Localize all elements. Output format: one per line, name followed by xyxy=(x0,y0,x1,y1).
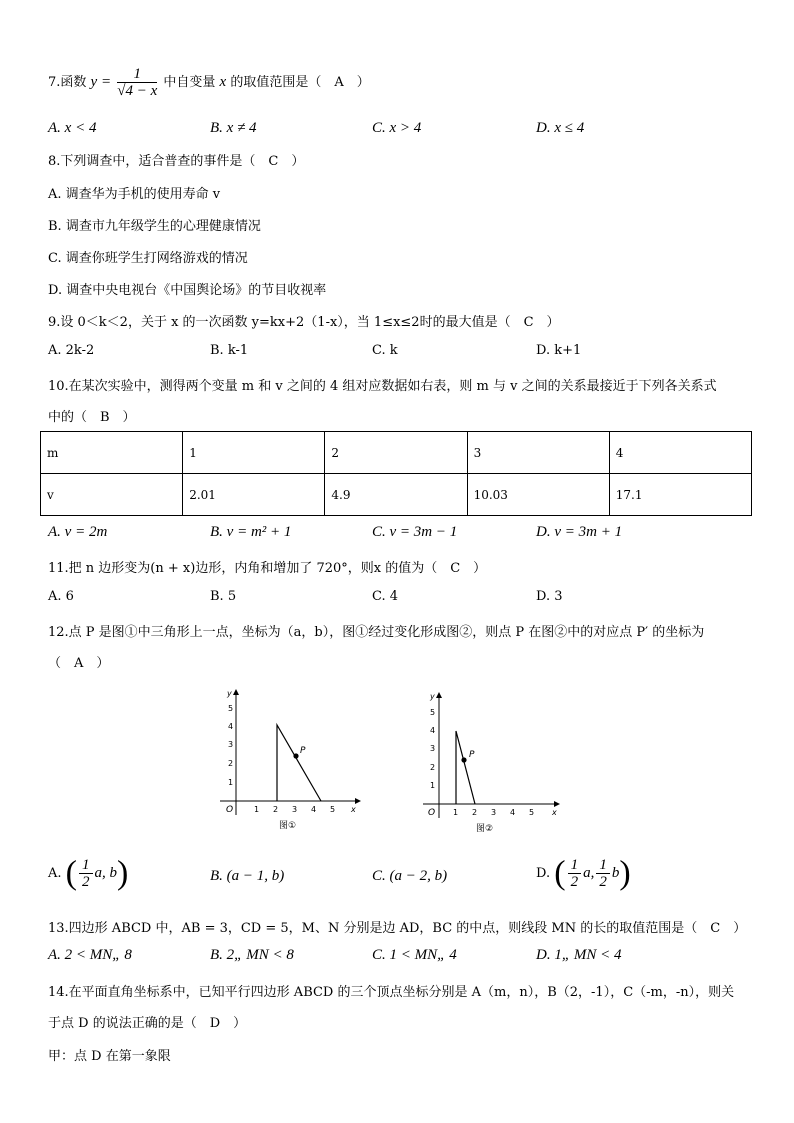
fig1-xtick: 3 xyxy=(292,805,298,814)
q12-option-d xyxy=(536,854,631,892)
q9-option-d: D. k+1 xyxy=(536,343,582,358)
paren-left-icon: ( xyxy=(65,854,77,892)
q12-option-a-fraction: $\frac{1}{2}$ xyxy=(79,857,93,890)
fig2-caption: 图② xyxy=(476,824,494,834)
fig2-axis-x-label: x xyxy=(552,808,557,817)
fig2-ytick: 5 xyxy=(430,708,436,717)
fig2-axis-y-label: y xyxy=(430,692,435,701)
q9-stem: 9.设 0＜k＜2，关于 x 的一次函数 y=kx+2（1-x），当 1≤x≤2时的最大值是（ C ） xyxy=(48,315,560,330)
fig1-xtick: 4 xyxy=(311,805,317,814)
q12-option-d-fraction-1: $\frac{1}{2}$ xyxy=(568,857,582,890)
sqrt-symbol-icon: √ xyxy=(117,83,126,99)
fig2-xtick: 4 xyxy=(510,808,516,817)
q7-fraction xyxy=(117,66,157,99)
figure-1 xyxy=(215,685,365,835)
q11-option-a: A. 6 xyxy=(48,589,74,604)
q7-option-c: C. x > 4 xyxy=(372,120,422,136)
q10-stem-line1: 10.在某次实验中，测得两个变量 m 和 v 之间的 4 组对应数据如右表，则 m 与 v 之间的关系最接近于下列各关系式 xyxy=(48,379,717,394)
fig2-ytick: 2 xyxy=(430,763,436,772)
fig2-origin-label: O xyxy=(428,808,436,818)
q12-option-a-letter: A. xyxy=(48,866,62,881)
fig1-point-label: P xyxy=(300,746,306,756)
table-cell: 4 xyxy=(609,432,751,474)
fig1-caption: 图① xyxy=(279,821,297,831)
q11-option-c: C. 4 xyxy=(372,589,399,604)
fig1-ytick: 4 xyxy=(228,722,234,731)
fig1-xtick: 5 xyxy=(330,805,336,814)
table-cell: m xyxy=(41,432,183,474)
q9-option-c: C. k xyxy=(372,343,398,358)
q8-option-a: A. 调查华为手机的使用寿命 v xyxy=(48,187,221,202)
q14-stem-line1: 14.在平面直角坐标系中，已知平行四边形 ABCD 的三个顶点坐标分别是 A（m，n），B（2，-1），C（-m，-n），则关 xyxy=(48,985,735,1000)
paren-right-icon: ) xyxy=(619,854,631,892)
table-cell: 2.01 xyxy=(183,474,325,516)
q7-option-d: D. x ≤ 4 xyxy=(536,120,585,136)
fig1-ytick: 3 xyxy=(228,740,234,749)
fig2-y-arrow-icon xyxy=(436,692,442,698)
q7-suffix: 中自变量 xyxy=(163,75,216,90)
table-cell: 1 xyxy=(183,432,325,474)
fig2-xtick: 3 xyxy=(491,808,497,817)
q10-data-table xyxy=(40,431,752,516)
fig2-triangle xyxy=(456,731,475,804)
q8-stem: 8.下列调查中，适合普查的事件是（ C ） xyxy=(48,154,305,169)
q12-option-d-letter: D. xyxy=(536,866,551,881)
table-cell: 17.1 xyxy=(609,474,751,516)
fig2-xtick: 5 xyxy=(529,808,535,817)
fig1-xtick: 2 xyxy=(273,805,279,814)
q12-option-d-fraction-2: $\frac{1}{2}$ xyxy=(596,857,610,890)
fig2-ytick: 3 xyxy=(430,744,436,753)
q9-option-a: A. 2k-2 xyxy=(48,343,95,358)
fig1-xtick: 1 xyxy=(254,805,260,814)
q12-option-a xyxy=(48,854,129,892)
q11-stem: 11.把 n 边形变为(n + x)边形，内角和增加了 720°，则x 的值为（ C ） xyxy=(48,561,487,576)
q10-stem-line2: 中的（ B ） xyxy=(48,410,136,425)
fig1-y-arrow-icon xyxy=(233,689,239,695)
q10-option-a: A. v = 2m xyxy=(48,524,108,540)
fig1-point-p xyxy=(293,753,298,758)
q7-suffix2: 的取值范围是（ A ） xyxy=(230,75,370,90)
fig2-ytick: 4 xyxy=(430,726,436,735)
fig2-point-p xyxy=(461,757,466,762)
q12-stem-line1: 12.点 P 是图①中三角形上一点，坐标为（a，b），图①经过变化形成图②，则点 P 在图②中的对应点 P′ 的坐标为 xyxy=(48,625,705,640)
table-cell: 4.9 xyxy=(325,474,467,516)
table-cell: 2 xyxy=(325,432,467,474)
q7-option-a: A. x < 4 xyxy=(48,120,97,136)
fig2-xtick: 2 xyxy=(472,808,478,817)
fig1-triangle xyxy=(277,725,321,801)
table-cell: v xyxy=(41,474,183,516)
q12-option-d-rest: b xyxy=(611,865,620,881)
paren-left-icon: ( xyxy=(554,854,566,892)
q13-option-d: D. 1„ MN < 4 xyxy=(536,947,622,963)
fig2-point-label: P xyxy=(469,750,475,760)
q12-option-c: C. (a − 2, b) xyxy=(372,868,448,884)
q7-y-eq: y = xyxy=(90,74,112,90)
fig1-origin-label: O xyxy=(226,805,234,815)
fig1-ytick: 5 xyxy=(228,704,234,713)
q7-stem xyxy=(48,66,370,99)
figure-2 xyxy=(418,688,568,838)
q7-option-b: B. x ≠ 4 xyxy=(210,120,257,136)
q8-option-c: C. 调查你班学生打网络游戏的情况 xyxy=(48,251,248,266)
table-row xyxy=(41,432,752,474)
fig1-axis-y-label: y xyxy=(227,689,232,698)
fig2-xtick: 1 xyxy=(453,808,459,817)
fig1-ytick: 1 xyxy=(228,778,234,787)
q7-prefix: 7.函数 xyxy=(48,75,87,90)
q11-option-d: D. 3 xyxy=(536,589,563,604)
fig1-ytick: 2 xyxy=(228,759,234,768)
q11-option-b: B. 5 xyxy=(210,589,237,604)
q10-option-b: B. v = m² + 1 xyxy=(210,524,292,540)
q12-option-d-mid: a, xyxy=(583,865,595,881)
paren-right-icon: ) xyxy=(117,854,129,892)
q13-option-b: B. 2„ MN < 8 xyxy=(210,947,294,963)
fig1-x-arrow-icon xyxy=(355,798,361,804)
table-cell: 3 xyxy=(467,432,609,474)
q13-option-c: C. 1 < MN„ 4 xyxy=(372,947,457,963)
fig2-x-arrow-icon xyxy=(554,801,560,807)
q7-denominator: √4 − x xyxy=(117,83,158,99)
table-row xyxy=(41,474,752,516)
q13-option-a: A. 2 < MN„ 8 xyxy=(48,947,132,963)
q7-numerator: 1 xyxy=(117,66,157,83)
q12-option-a-rest: a, b xyxy=(94,865,117,881)
q8-option-d: D. 调查中央电视台《中国舆论场》的节目收视率 xyxy=(48,283,327,298)
q12-option-b: B. (a − 1, b) xyxy=(210,868,285,884)
q13-stem: 13.四边形 ABCD 中，AB = 3，CD = 5，M、N 分别是边 AD，BC 的中点，则线段 MN 的长的取值范围是（ C ） xyxy=(48,921,747,936)
q10-option-c: C. v = 3m − 1 xyxy=(372,524,458,540)
q10-option-d: D. v = 3m + 1 xyxy=(536,524,623,540)
q14-stem-line2: 于点 D 的说法正确的是（ D ） xyxy=(48,1016,247,1031)
fig1-axis-x-label: x xyxy=(351,805,356,814)
table-cell: 10.03 xyxy=(467,474,609,516)
fig2-ytick: 1 xyxy=(430,781,436,790)
q14-line3: 甲：点 D 在第一象限 xyxy=(48,1049,171,1064)
q12-stem-line2: （ A ） xyxy=(48,656,110,671)
q9-option-b: B. k-1 xyxy=(210,343,249,358)
q7-var: x xyxy=(219,74,227,90)
q8-option-b: B. 调查市九年级学生的心理健康情况 xyxy=(48,219,261,234)
